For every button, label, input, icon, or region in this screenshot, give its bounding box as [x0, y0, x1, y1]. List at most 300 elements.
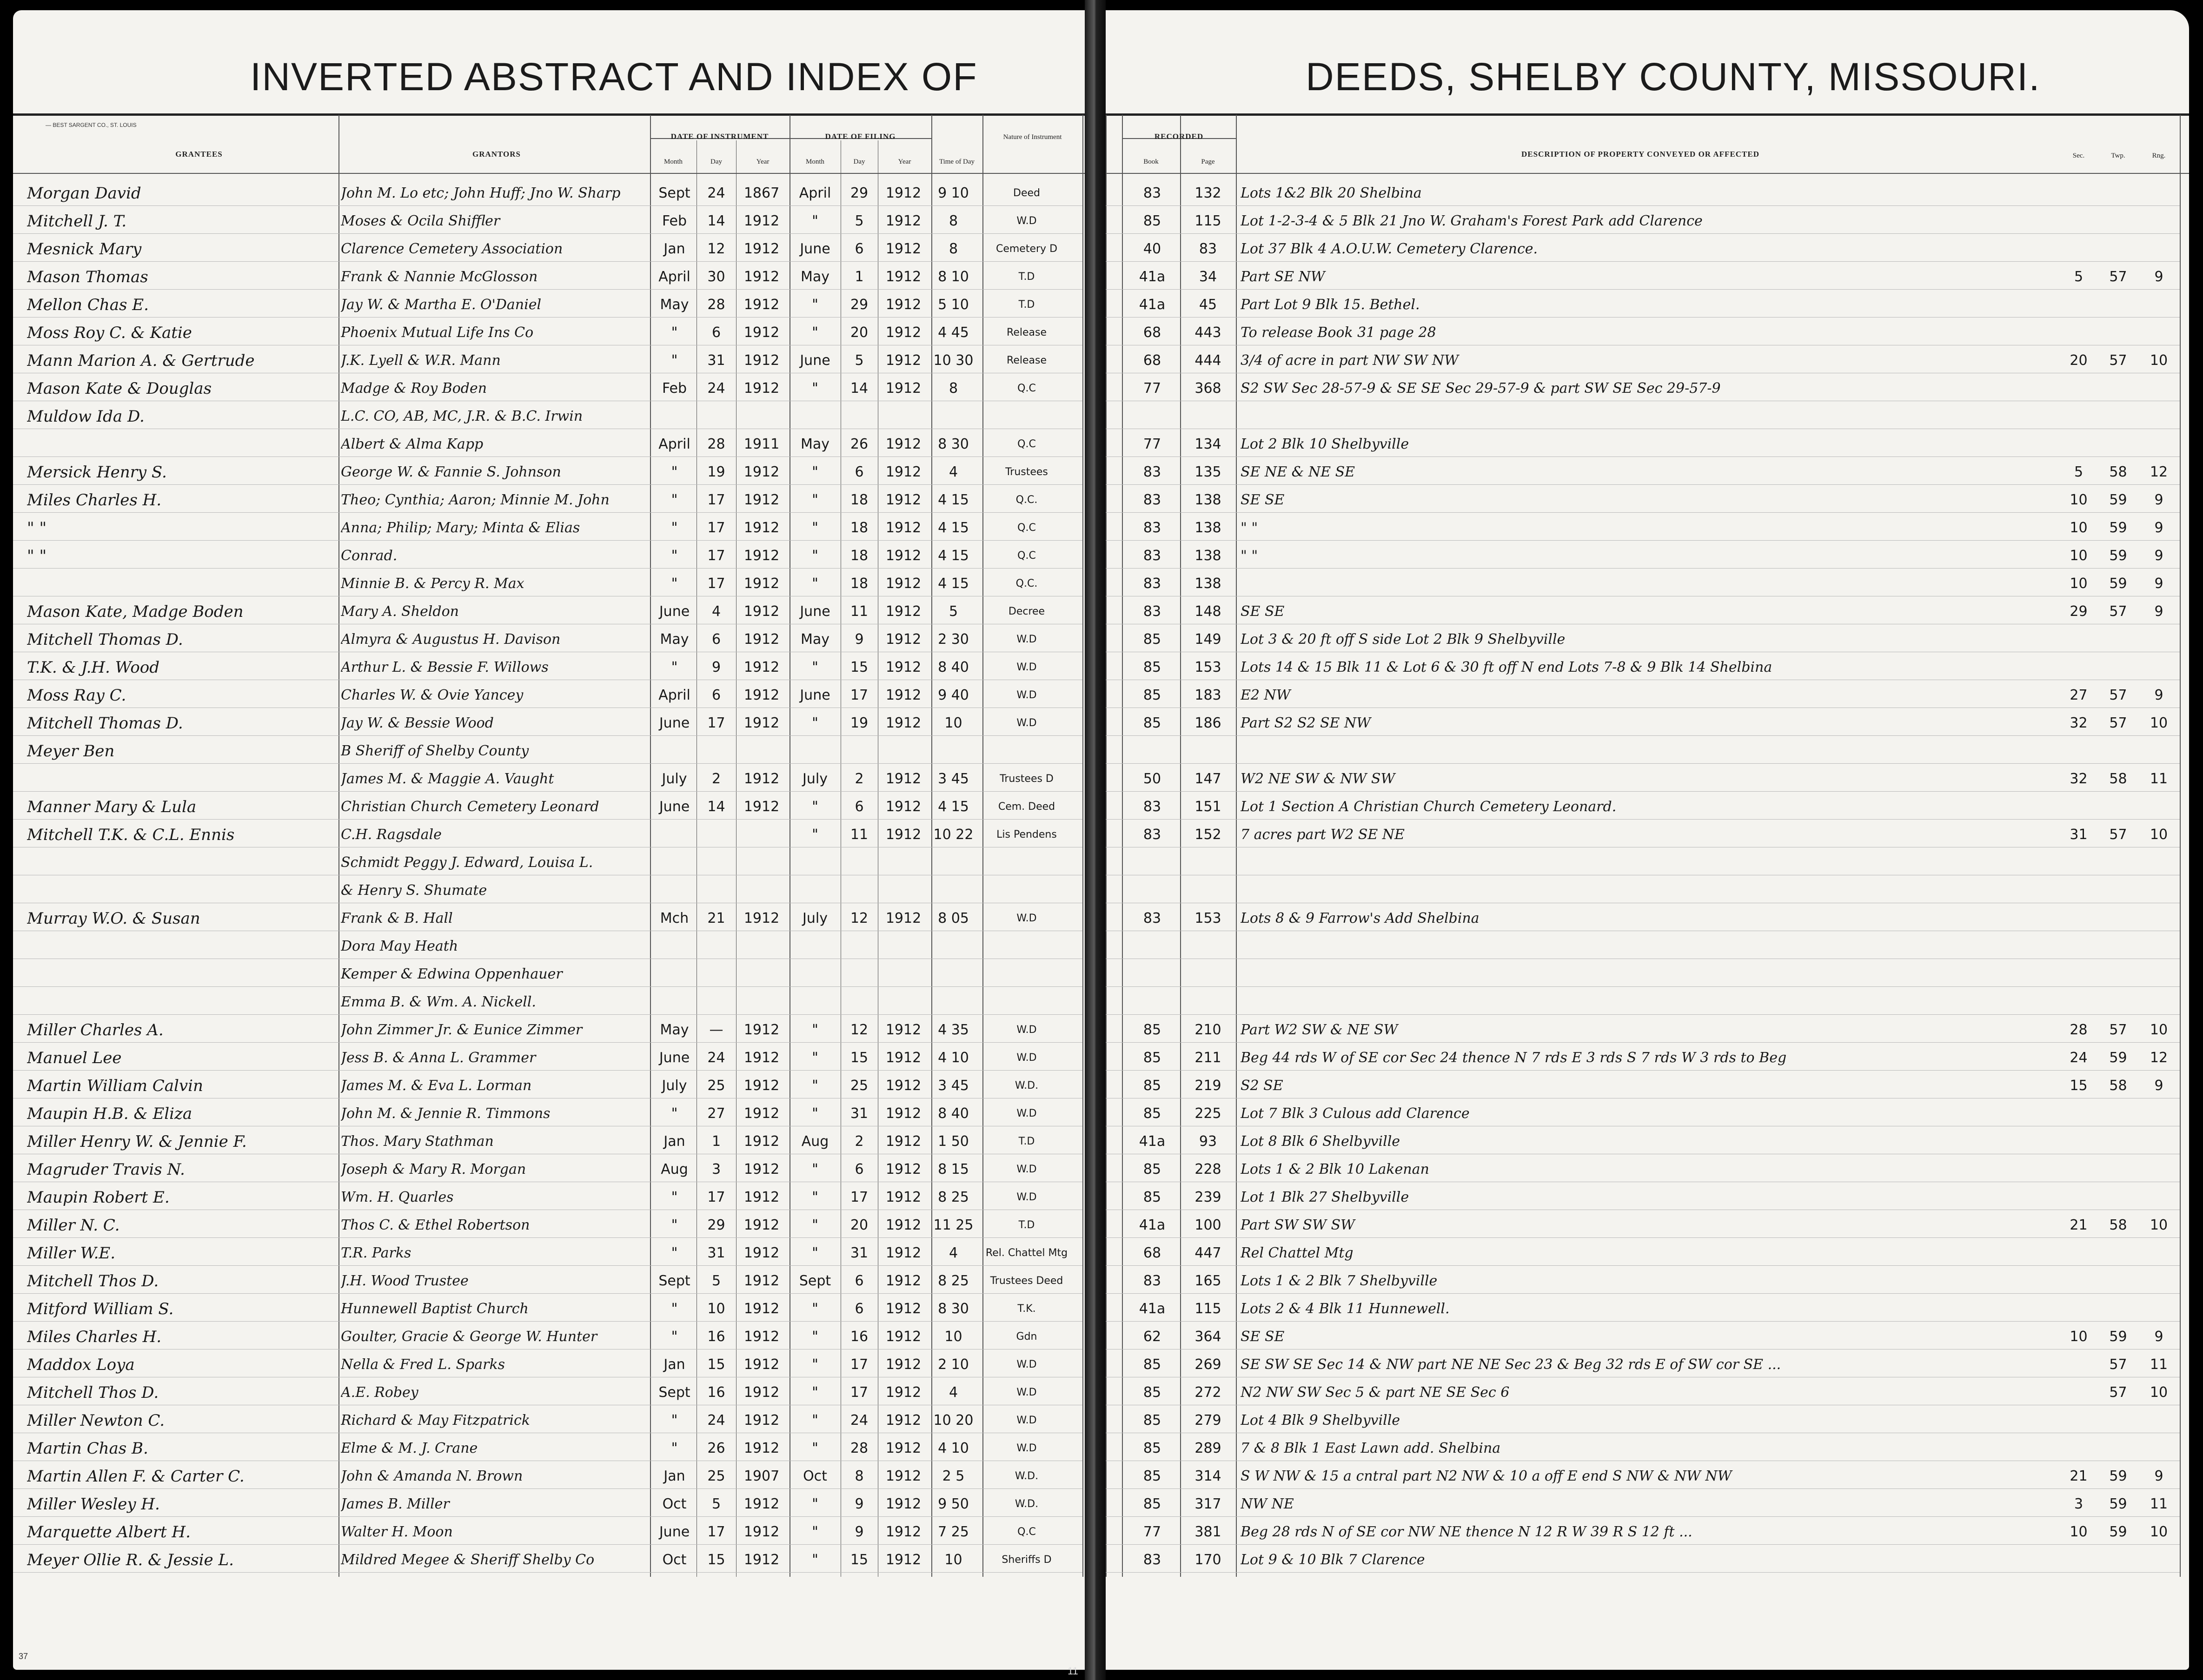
grantor-cell: Theo; Cynthia; Aaron; Minnie M. John — [341, 492, 610, 508]
instrument-month-cell: " — [671, 324, 678, 341]
filing-day-cell: 25 — [850, 1078, 869, 1094]
column-divider — [1106, 115, 1107, 1577]
instrument-year-cell: 1912 — [743, 715, 780, 731]
instrument-day-cell: 25 — [707, 1078, 725, 1094]
instrument-year-cell: 1912 — [743, 1245, 780, 1261]
page-cell: 115 — [1194, 1301, 1221, 1317]
range-cell: 12 — [2150, 1050, 2168, 1066]
filing-time-cell: 9 40 — [938, 687, 969, 703]
subheader-day: Day — [710, 158, 722, 165]
grantee-cell: Miller W.E. — [27, 1244, 116, 1263]
range-cell: 9 — [2154, 492, 2163, 508]
range-cell: 9 — [2154, 1078, 2163, 1094]
filing-month-cell: " — [812, 1022, 818, 1038]
instrument-year-cell: 1912 — [743, 1552, 780, 1568]
instrument-year-cell: 1912 — [743, 799, 780, 815]
nature-cell: Q.C. — [1015, 578, 1038, 589]
grantor-cell: Jess B. & Anna L. Grammer — [341, 1050, 536, 1066]
instrument-month-cell: " — [671, 492, 678, 508]
filing-year-cell: 1912 — [885, 213, 922, 229]
grantee-cell: Muldow Ida D. — [27, 407, 145, 426]
nature-cell: W.D — [1016, 215, 1037, 227]
book-cell: 85 — [1143, 1468, 1161, 1484]
filing-year-cell: 1912 — [885, 1356, 922, 1373]
page-cell: 364 — [1194, 1329, 1221, 1345]
grantor-cell: Arthur L. & Bessie F. Willows — [341, 659, 549, 675]
filing-month-cell: " — [812, 1329, 818, 1345]
row-rule — [1106, 1042, 2180, 1043]
grantee-cell: Morgan David — [27, 184, 141, 203]
page-cell: 115 — [1194, 213, 1221, 229]
filing-year-cell: 1912 — [885, 297, 922, 313]
filing-month-cell: Sept — [799, 1273, 831, 1289]
page-cell: 228 — [1194, 1161, 1221, 1177]
row-rule — [13, 819, 1082, 820]
grantee-cell: Martin William Calvin — [27, 1077, 203, 1095]
page-cell: 210 — [1194, 1022, 1221, 1038]
book-cell: 85 — [1143, 1356, 1161, 1373]
filing-year-cell: 1912 — [885, 1329, 922, 1345]
township-cell: 58 — [2109, 1217, 2127, 1233]
section-cell: 10 — [2070, 492, 2088, 508]
filing-month-cell: " — [812, 464, 818, 480]
grantor-cell: Mary A. Sheldon — [341, 603, 459, 620]
range-cell: 9 — [2154, 520, 2163, 536]
grantor-cell: John & Amanda N. Brown — [341, 1468, 523, 1484]
instrument-month-cell: " — [671, 1329, 678, 1345]
filing-year-cell: 1912 — [885, 1468, 922, 1484]
column-divider — [1180, 115, 1181, 1577]
grantee-cell: Miller N. C. — [27, 1216, 120, 1235]
filing-year-cell: 1912 — [885, 1524, 922, 1540]
nature-cell: W.D — [1016, 717, 1037, 729]
instrument-month-cell: June — [659, 603, 690, 620]
instrument-year-cell: 1912 — [743, 687, 780, 703]
book-cell: 41a — [1139, 1133, 1166, 1150]
filing-year-cell: 1912 — [885, 771, 922, 787]
township-cell: 58 — [2109, 771, 2127, 787]
filing-day-cell: 11 — [850, 603, 869, 620]
description-cell: Lots 2 & 4 Blk 11 Hunnewell. — [1241, 1301, 1450, 1317]
filing-time-cell: 5 10 — [938, 297, 969, 313]
township-cell: 57 — [2109, 269, 2127, 285]
filing-month-cell: June — [800, 687, 830, 703]
subheader-day: Day — [853, 158, 865, 165]
section-cell: 5 — [2074, 269, 2084, 285]
grantee-cell: Manner Mary & Lula — [27, 798, 197, 816]
filing-year-cell: 1912 — [885, 1552, 922, 1568]
row-rule — [13, 1516, 1082, 1517]
grantee-cell: Mitchell J. T. — [27, 212, 127, 231]
instrument-day-cell: 14 — [707, 799, 725, 815]
grantor-cell: T.R. Parks — [341, 1245, 411, 1261]
instrument-month-cell: " — [671, 1245, 678, 1261]
description-cell: Part S2 S2 SE NW — [1241, 715, 1371, 731]
instrument-day-cell: 17 — [707, 492, 725, 508]
filing-month-cell: May — [800, 269, 830, 285]
instrument-month-cell: May — [660, 631, 689, 648]
instrument-month-cell: " — [671, 1412, 678, 1429]
filing-day-cell: 9 — [855, 631, 864, 648]
nature-cell: W.D — [1016, 634, 1037, 645]
filing-year-cell: 1912 — [885, 603, 922, 620]
description-cell: To release Book 31 page 28 — [1241, 324, 1436, 341]
page-cell: 279 — [1194, 1412, 1221, 1429]
filing-year-cell: 1912 — [885, 1412, 922, 1429]
section-cell: 24 — [2070, 1050, 2088, 1066]
grantee-cell: Manuel Lee — [27, 1049, 122, 1067]
grantor-cell: J.K. Lyell & W.R. Mann — [341, 352, 501, 369]
grantor-cell: Walter H. Moon — [341, 1524, 453, 1540]
page-cell: 132 — [1194, 185, 1221, 201]
header-rule — [1106, 173, 2189, 174]
nature-cell: W.D — [1016, 1108, 1037, 1119]
filing-year-cell: 1912 — [885, 1105, 922, 1122]
grantor-cell: James M. & Maggie A. Vaught — [341, 771, 554, 787]
instrument-month-cell: " — [671, 520, 678, 536]
row-rule — [13, 1293, 1082, 1294]
grantor-cell: Moses & Ocila Shiffler — [341, 213, 500, 229]
page-cell: 447 — [1194, 1245, 1221, 1261]
page-cell: 34 — [1199, 269, 1217, 285]
grantor-cell: Clarence Cemetery Association — [341, 241, 563, 257]
page-cell: 93 — [1199, 1133, 1217, 1150]
description-cell: Lot 37 Blk 4 A.O.U.W. Cemetery Clarence. — [1241, 241, 1538, 257]
instrument-year-cell: 1912 — [743, 575, 780, 592]
grantee-cell: Meyer Ben — [27, 742, 115, 761]
filing-time-cell: 8 30 — [938, 436, 969, 452]
instrument-year-cell: 1912 — [743, 1524, 780, 1540]
nature-cell: W.D — [1016, 1024, 1037, 1036]
book-cell: 41a — [1139, 1301, 1166, 1317]
left-page-title: INVERTED ABSTRACT AND INDEX OF — [250, 55, 978, 99]
grantee-cell: Mitchell Thomas D. — [27, 630, 183, 649]
filing-day-cell: 18 — [850, 548, 869, 564]
book-cell: 83 — [1143, 603, 1161, 620]
description-cell: Rel Chattel Mtg — [1241, 1245, 1354, 1261]
instrument-month-cell: " — [671, 352, 678, 369]
row-rule — [1106, 540, 2180, 541]
grantor-cell: Mildred Megee & Sheriff Shelby Co — [341, 1552, 595, 1568]
instrument-day-cell: 4 — [711, 603, 721, 620]
grantee-cell: Maupin Robert E. — [27, 1188, 170, 1207]
filing-month-cell: " — [812, 1078, 818, 1094]
row-rule — [1106, 791, 2180, 792]
row-rule — [13, 540, 1082, 541]
grantor-cell: Christian Church Cemetery Leonard — [341, 799, 599, 815]
filing-day-cell: 5 — [855, 213, 864, 229]
filing-day-cell: 16 — [850, 1329, 869, 1345]
book-cell: 68 — [1143, 1245, 1161, 1261]
description-cell: Part W2 SW & NE SW — [1241, 1022, 1398, 1038]
township-cell: 58 — [2109, 1078, 2127, 1094]
subheader-year: Year — [898, 158, 911, 165]
nature-cell: W.D — [1016, 1415, 1037, 1426]
grantor-cell: A.E. Robey — [341, 1384, 418, 1401]
instrument-day-cell: 24 — [707, 1412, 725, 1429]
instrument-day-cell: 17 — [707, 548, 725, 564]
book-cell: 68 — [1143, 324, 1161, 341]
instrument-year-cell: 1912 — [743, 603, 780, 620]
grantor-cell: Phoenix Mutual Life Ins Co — [341, 324, 534, 341]
instrument-month-cell: Aug — [661, 1161, 688, 1177]
description-cell: W2 NE SW & NW SW — [1241, 771, 1395, 787]
filing-month-cell: " — [812, 1050, 818, 1066]
page-cell: 135 — [1194, 464, 1221, 480]
page-cell: 151 — [1194, 799, 1221, 815]
row-rule — [1106, 456, 2180, 457]
book-cell: 83 — [1143, 492, 1161, 508]
page-cell: 317 — [1194, 1496, 1221, 1512]
left-page — [13, 10, 1085, 1670]
instrument-month-cell: " — [671, 1217, 678, 1233]
book-cell: 85 — [1143, 1189, 1161, 1205]
filing-time-cell: 10 30 — [933, 352, 974, 369]
page-cell: 170 — [1194, 1552, 1221, 1568]
filing-month-cell: Oct — [803, 1468, 827, 1484]
grantee-cell: Mesnick Mary — [27, 240, 142, 258]
section-cell: 10 — [2070, 520, 2088, 536]
nature-cell: W.D. — [1015, 1498, 1039, 1510]
page-cell: 368 — [1194, 380, 1221, 397]
row-rule — [1106, 1070, 2180, 1071]
book-cell: 85 — [1143, 1161, 1161, 1177]
nature-cell: W.D — [1016, 1442, 1037, 1454]
filing-year-cell: 1912 — [885, 1189, 922, 1205]
instrument-year-cell: 1912 — [743, 380, 780, 397]
grantee-cell: T.K. & J.H. Wood — [27, 658, 159, 677]
nature-cell: W.D — [1016, 1052, 1037, 1064]
township-cell: 59 — [2109, 1496, 2127, 1512]
filing-day-cell: 15 — [850, 1552, 869, 1568]
subheader-year: Year — [756, 158, 770, 165]
filing-day-cell: 29 — [850, 185, 869, 201]
filing-month-cell: " — [812, 213, 818, 229]
filing-time-cell: 10 20 — [933, 1412, 974, 1429]
nature-cell: W.D — [1016, 1164, 1037, 1175]
instrument-month-cell: Sept — [658, 1384, 690, 1401]
township-cell: 59 — [2109, 575, 2127, 592]
book-cell: 83 — [1143, 799, 1161, 815]
grantor-cell: John M. Lo etc; John Huff; Jno W. Sharp — [341, 185, 621, 201]
row-rule — [13, 1488, 1082, 1489]
filing-month-cell: " — [812, 1524, 818, 1540]
nature-cell: Trustees Deed — [990, 1275, 1063, 1287]
book-cell: 41a — [1139, 269, 1166, 285]
description-cell: Lots 14 & 15 Blk 11 & Lot 6 & 30 ft off N end Lots 7-8 & 9 Blk 14 Shelbina — [1241, 659, 1772, 675]
filing-time-cell: 9 50 — [938, 1496, 969, 1512]
book-cell: 85 — [1143, 715, 1161, 731]
row-rule — [1106, 735, 2180, 736]
nature-cell: Q.C — [1017, 383, 1036, 394]
instrument-day-cell: 21 — [707, 910, 725, 926]
right-page — [1106, 10, 2189, 1670]
grantor-cell: C.H. Ragsdale — [341, 827, 442, 843]
filing-time-cell: 1 50 — [938, 1133, 969, 1150]
filing-month-cell: " — [812, 520, 818, 536]
row-rule — [13, 484, 1082, 485]
instrument-day-cell: 24 — [707, 380, 725, 397]
filing-day-cell: 17 — [850, 1384, 869, 1401]
filing-month-cell: " — [812, 1552, 818, 1568]
range-cell: 10 — [2150, 352, 2168, 369]
page-cell: 183 — [1194, 687, 1221, 703]
book-cell: 85 — [1143, 213, 1161, 229]
nature-cell: Q.C — [1017, 550, 1036, 562]
filing-year-cell: 1912 — [885, 659, 922, 675]
township-cell: 59 — [2109, 1468, 2127, 1484]
instrument-day-cell: 26 — [707, 1440, 725, 1456]
row-rule — [1106, 1572, 2180, 1573]
filing-year-cell: 1912 — [885, 492, 922, 508]
instrument-year-cell: 1912 — [743, 548, 780, 564]
filing-month-cell: " — [812, 799, 818, 815]
filing-day-cell: 9 — [855, 1524, 864, 1540]
instrument-year-cell: 1867 — [743, 185, 780, 201]
range-cell: 9 — [2154, 603, 2163, 620]
nature-cell: W.D — [1016, 913, 1037, 924]
nature-cell: W.D. — [1015, 1470, 1039, 1482]
filing-month-cell: June — [800, 603, 830, 620]
filing-month-cell: Aug — [801, 1133, 829, 1150]
instrument-year-cell: 1912 — [743, 1078, 780, 1094]
instrument-day-cell: 17 — [707, 715, 725, 731]
nature-cell: T.D — [1018, 299, 1035, 311]
filing-year-cell: 1912 — [885, 1301, 922, 1317]
filing-month-cell: " — [812, 380, 818, 397]
book-cell: 41a — [1139, 297, 1166, 313]
row-rule — [1106, 512, 2180, 513]
instrument-month-cell: July — [662, 1078, 687, 1094]
grantor-cell: Kemper & Edwina Oppenhauer — [341, 966, 563, 982]
township-cell: 57 — [2109, 687, 2127, 703]
book-cell: 85 — [1143, 1022, 1161, 1038]
book-cell: 68 — [1143, 352, 1161, 369]
instrument-year-cell: 1912 — [743, 910, 780, 926]
description-cell: Lot 1 Section A Christian Church Cemetery Leonard. — [1241, 799, 1617, 815]
section-cell: 20 — [2070, 352, 2088, 369]
filing-day-cell: 6 — [855, 241, 864, 257]
filing-time-cell: 5 — [949, 603, 958, 620]
section-cell: 31 — [2070, 827, 2088, 843]
instrument-day-cell: 9 — [711, 659, 721, 675]
instrument-month-cell: June — [659, 799, 690, 815]
description-cell: 7 & 8 Blk 1 East Lawn add. Shelbina — [1241, 1440, 1501, 1456]
row-rule — [13, 735, 1082, 736]
filing-month-cell: June — [800, 352, 830, 369]
filing-time-cell: 4 15 — [938, 799, 969, 815]
row-rule — [1106, 484, 2180, 485]
book-cell: 85 — [1143, 687, 1161, 703]
instrument-month-cell: Mch — [660, 910, 689, 926]
grantee-cell: Murray W.O. & Susan — [27, 909, 200, 928]
filing-month-cell: " — [812, 1245, 818, 1261]
description-cell: Lots 8 & 9 Farrow's Add Shelbina — [1241, 910, 1480, 926]
instrument-year-cell: 1912 — [743, 1189, 780, 1205]
page-cell: 186 — [1194, 715, 1221, 731]
grantor-cell: Goulter, Gracie & George W. Hunter — [341, 1329, 597, 1345]
instrument-month-cell: May — [660, 1022, 689, 1038]
filing-month-cell: " — [812, 1105, 818, 1122]
grantor-cell: Conrad. — [341, 548, 398, 564]
nature-cell: Release — [1007, 327, 1047, 338]
filing-day-cell: 6 — [855, 1273, 864, 1289]
grantor-cell: Albert & Alma Kapp — [341, 436, 484, 452]
description-cell: Lots 1 & 2 Blk 7 Shelbyville — [1241, 1273, 1438, 1289]
nature-cell: Decree — [1008, 606, 1045, 617]
row-rule — [13, 1321, 1082, 1322]
grantee-cell: Maupin H.B. & Eliza — [27, 1105, 192, 1123]
book-cell: 85 — [1143, 1412, 1161, 1429]
filing-day-cell: 18 — [850, 575, 869, 592]
book-cell: 85 — [1143, 1440, 1161, 1456]
nature-cell: W.D — [1016, 689, 1037, 701]
filing-year-cell: 1912 — [885, 827, 922, 843]
book-cell: 77 — [1143, 1524, 1161, 1540]
filing-year-cell: 1912 — [885, 241, 922, 257]
filing-day-cell: 6 — [855, 799, 864, 815]
row-rule — [13, 1265, 1082, 1266]
description-cell: Lot 9 & 10 Blk 7 Clarence — [1241, 1552, 1425, 1568]
row-rule — [13, 1042, 1082, 1043]
row-rule — [1106, 205, 2180, 206]
section-cell: 28 — [2070, 1022, 2088, 1038]
grantee-cell: Mitchell T.K. & C.L. Ennis — [27, 826, 235, 844]
description-cell: Part Lot 9 Blk 15. Bethel. — [1241, 297, 1420, 313]
subheader-page: Page — [1201, 158, 1215, 165]
filing-time-cell: 4 10 — [938, 1440, 969, 1456]
grantee-cell: Mason Thomas — [27, 268, 148, 286]
filing-day-cell: 19 — [850, 715, 869, 731]
filing-year-cell: 1912 — [885, 1161, 922, 1177]
row-rule — [1106, 1014, 2180, 1015]
township-cell: 57 — [2109, 1384, 2127, 1401]
row-rule — [13, 763, 1082, 764]
instrument-month-cell: Jan — [664, 241, 685, 257]
range-cell: 11 — [2150, 1356, 2168, 1373]
filing-day-cell: 17 — [850, 687, 869, 703]
page-cell: 211 — [1194, 1050, 1221, 1066]
section-cell: 10 — [2070, 1524, 2088, 1540]
instrument-month-cell: Jan — [664, 1468, 685, 1484]
subheader-month: Month — [805, 158, 824, 165]
filing-day-cell: 12 — [850, 1022, 869, 1038]
nature-cell: W.D. — [1015, 1080, 1039, 1091]
book-cell: 85 — [1143, 1050, 1161, 1066]
grantor-cell: George W. & Fannie S. Johnson — [341, 464, 561, 480]
description-cell: Lot 1-2-3-4 & 5 Blk 21 Jno W. Graham's Forest Park add Clarence — [1241, 213, 1703, 229]
row-rule — [13, 261, 1082, 262]
description-cell: E2 NW — [1241, 687, 1291, 703]
instrument-month-cell: Oct — [662, 1496, 687, 1512]
grantor-cell: Jay W. & Bessie Wood — [341, 715, 494, 731]
book-cell: 83 — [1143, 185, 1161, 201]
filing-day-cell: 15 — [850, 1050, 869, 1066]
filing-month-cell: " — [812, 1301, 818, 1317]
instrument-day-cell: 24 — [707, 185, 725, 201]
row-rule — [13, 512, 1082, 513]
grantor-cell: Schmidt Peggy J. Edward, Louisa L. — [341, 854, 593, 871]
filing-day-cell: 18 — [850, 520, 869, 536]
filing-time-cell: 4 — [949, 464, 958, 480]
row-rule — [13, 986, 1082, 987]
filing-time-cell: 4 35 — [938, 1022, 969, 1038]
section-cell: 32 — [2070, 771, 2088, 787]
row-rule — [13, 791, 1082, 792]
filing-time-cell: 9 10 — [938, 185, 969, 201]
grantee-cell: Mersick Henry S. — [27, 463, 167, 482]
instrument-month-cell: Jan — [664, 1356, 685, 1373]
